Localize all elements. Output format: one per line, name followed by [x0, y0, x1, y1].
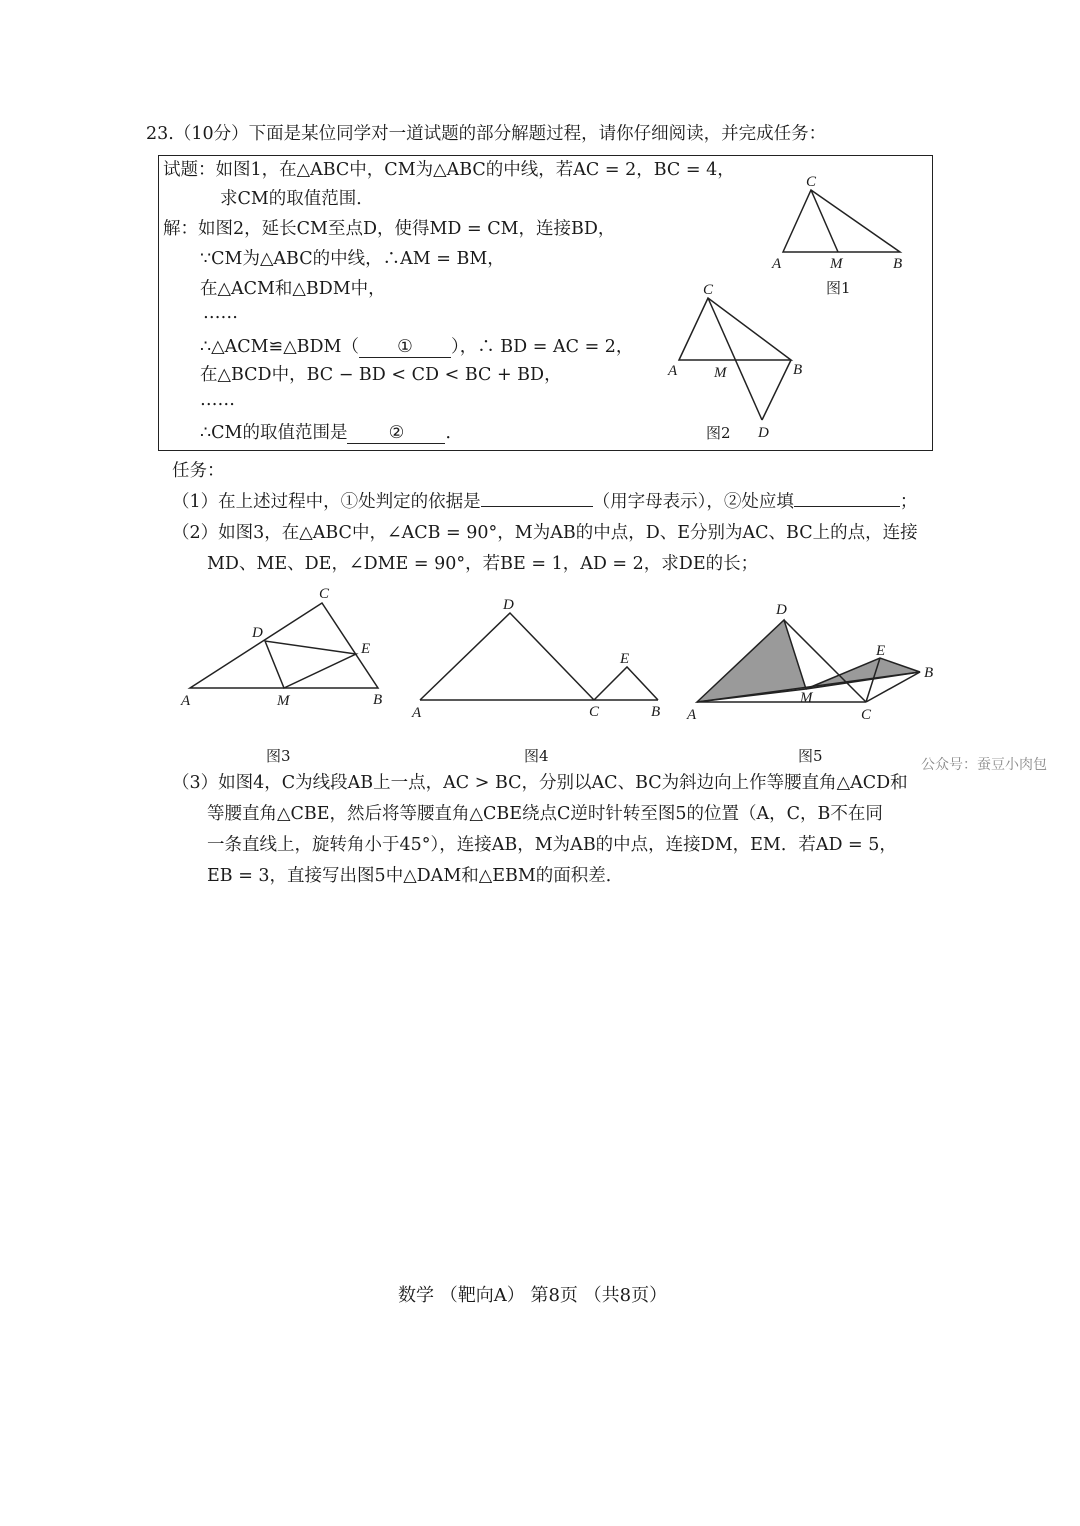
fig5-label-a: A: [687, 707, 697, 723]
solution-line-4-b: ），∴ BD = AC = 2，: [450, 337, 634, 357]
fig4-label-a: A: [412, 705, 422, 721]
solution-line-2: ∵CM为△ABC的中线，∴AM = BM，: [200, 249, 505, 269]
task-1-b: （用字母表示），②处应填: [592, 492, 794, 512]
fig4-caption: 图4: [524, 747, 549, 765]
task-1-c: ；: [899, 492, 918, 512]
fig5-caption: 图5: [798, 747, 823, 765]
fig2-caption: 图2: [706, 424, 731, 442]
fig4-label-d: D: [503, 597, 514, 613]
fig2-line-bd: [762, 360, 791, 420]
fig3-label-d: D: [252, 625, 263, 641]
question-header: 23.（10分）下面是某位同学对一道试题的部分解题过程，请你仔细阅读，并完成任务：: [146, 124, 827, 144]
fig3-label-e: E: [361, 641, 371, 657]
solution-line-6-a: ∴CM的取值范围是: [200, 423, 348, 443]
fig1-label-b: B: [893, 256, 903, 272]
task-1-a: （1）在上述过程中，①处判定的依据是: [172, 492, 481, 512]
solution-line-1: 解：如图2，延长CM至点D，使得MD = CM，连接BD，: [163, 219, 616, 239]
fig2-label-m: M: [714, 365, 727, 381]
fig4-triangle-acd: [420, 613, 594, 700]
fig5-label-d: D: [776, 602, 787, 618]
fig3-label-b: B: [373, 692, 383, 708]
task-1-blank-b: [794, 506, 900, 507]
fig2-label-a: A: [668, 363, 678, 379]
task-2-line-2: MD、ME、DE，∠DME = 90°，若BE = 1，AD = 2，求DE的长；: [207, 554, 759, 574]
fig5-label-e: E: [876, 643, 886, 659]
fig3-triangle-dme: [265, 641, 356, 688]
fig3-label-a: A: [181, 693, 191, 709]
fig3-caption: 图3: [266, 747, 291, 765]
fig1-triangle-abc: [783, 190, 900, 252]
blank-2: ②: [347, 425, 445, 444]
fig1-label-m: M: [830, 256, 843, 272]
task-1: [172, 494, 917, 512]
fig2-label-b: B: [793, 362, 803, 378]
task-1-blank-a: [481, 506, 593, 507]
fig3-label-m: M: [277, 693, 290, 709]
solution-line-6-b: ．: [445, 423, 463, 443]
fig3-label-c: C: [319, 586, 330, 602]
fig5-label-c: C: [861, 707, 872, 723]
fig5-label-b: B: [924, 665, 934, 681]
fig5-label-m: M: [800, 690, 813, 706]
task-3-line-1: （3）如图4，C为线段AB上一点，AC > BC，分别以AC、BC为斜边向上作等腰直角△ACD和: [172, 773, 908, 793]
watermark: 公众号：蚕豆小肉包: [921, 757, 1047, 773]
solution-dots-1: ……: [203, 303, 238, 323]
blank-1: ①: [359, 339, 451, 358]
fig4-label-e: E: [620, 651, 630, 667]
page-footer: 数学 （靶向A） 第8页 （共8页）: [398, 1285, 668, 1306]
task-3-line-3: 一条直线上，旋转角小于45°），连接AB，M为AB的中点，连接DM，EM．若AD = 5，: [207, 835, 897, 855]
fig4-triangle-cbe: [594, 667, 658, 700]
fig2-label-c: C: [703, 282, 714, 298]
tasks-title: 任务：: [172, 461, 225, 481]
task-3-line-2: 等腰直角△CBE，然后将等腰直角△CBE绕点C逆时针转至图5的位置（A，C，B不在同: [207, 804, 883, 824]
fig3-triangle-abc: [190, 603, 378, 688]
fig4-label-c: C: [589, 704, 600, 720]
solution-line-3: 在△ACM和△BDM中，: [200, 279, 386, 299]
problem-line-1: 试题：如图1，在△ABC中，CM为△ABC的中线，若AC = 2，BC = 4，: [163, 160, 735, 180]
solution-line-4-a: ∴△ACM≌△BDM（: [200, 337, 359, 357]
fig2-line-cd: [708, 298, 762, 420]
fig2-triangle-abc: [679, 298, 791, 360]
solution-line-5: 在△BCD中，BC − BD < CD < BC + BD，: [200, 365, 562, 385]
fig1-label-c: C: [806, 174, 817, 190]
task-3-line-4: EB = 3，直接写出图5中△DAM和△EBM的面积差．: [207, 866, 624, 886]
fig4-label-b: B: [651, 704, 661, 720]
solution-dots-2: ……: [200, 390, 235, 410]
fig1-label-a: A: [772, 256, 782, 272]
fig2-label-d: D: [758, 425, 769, 441]
task-2-line-1: （2）如图3，在△ABC中，∠ACB = 90°，M为AB的中点，D、E分别为AC、BC上的点，连接: [172, 523, 918, 543]
problem-line-2: 求CM的取值范围．: [220, 189, 374, 209]
fig1-caption: 图1: [826, 279, 851, 297]
